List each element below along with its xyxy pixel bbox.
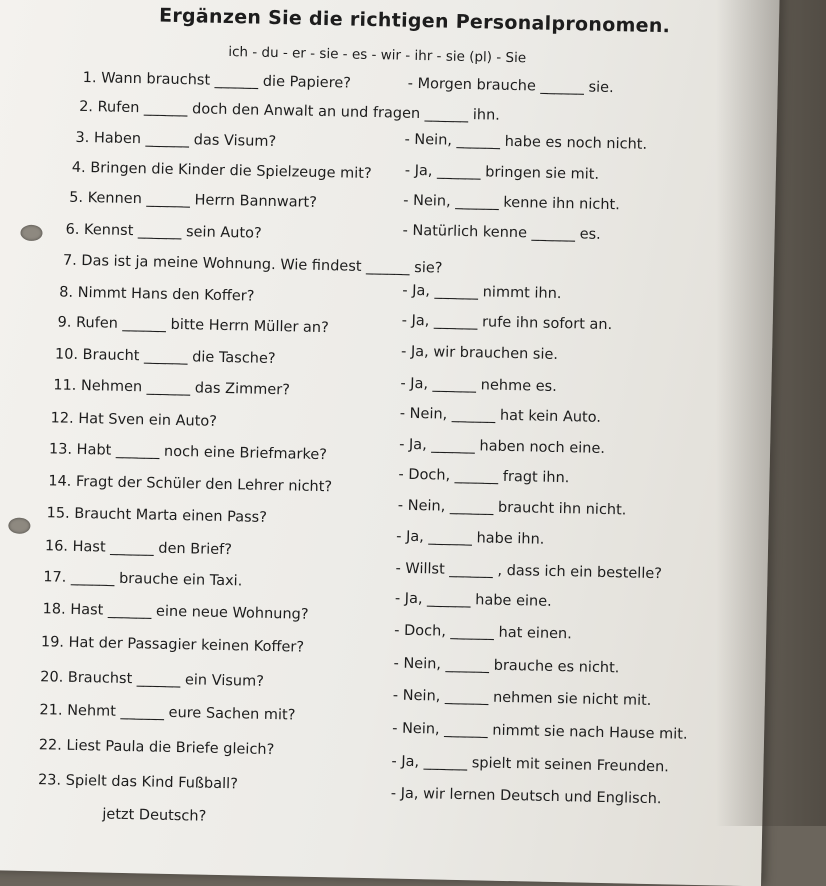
question-24: jetzt Deutsch? bbox=[102, 806, 207, 825]
question-8: 8. Nimmt Hans den Koffer? bbox=[59, 284, 255, 305]
answer-18: - Ja, ______ habe eine. bbox=[394, 590, 552, 610]
answer-12: - Nein, ______ hat kein Auto. bbox=[399, 405, 602, 426]
answer-4: - Ja, ______ bringen sie mit. bbox=[404, 162, 600, 183]
punch-hole-top bbox=[20, 225, 42, 241]
question-19: 19. Hat der Passagier keinen Koffer? bbox=[40, 634, 305, 656]
answer-17: - Willst ______ , dass ich ein bestelle? bbox=[395, 560, 663, 583]
question-22: 22. Liest Paula die Briefe gleich? bbox=[38, 737, 275, 759]
answer-22: - Nein, ______ nimmt sie nach Hause mit. bbox=[392, 720, 688, 743]
question-17: 17. ______ brauche ein Taxi. bbox=[43, 569, 243, 590]
question-7: 7. Das ist ja meine Wohnung. Wie findest ______ sie? bbox=[62, 252, 443, 277]
answer-3: - Nein, ______ habe es noch nicht. bbox=[404, 131, 648, 153]
question-14: 14. Fragt der Schüler den Lehrer nicht? bbox=[48, 473, 333, 496]
answer-8: - Ja, ______ nimmt ihn. bbox=[402, 282, 562, 303]
question-6: 6. Kennst ______ sein Auto? bbox=[65, 221, 262, 242]
question-11: 11. Nehmen ______ das Zimmer? bbox=[53, 377, 291, 399]
answer-24: - Ja, wir lernen Deutsch und Englisch. bbox=[390, 785, 662, 808]
answer-5: - Nein, ______ kenne ihn nicht. bbox=[403, 192, 620, 214]
answer-21: - Nein, ______ nehmen sie nicht mit. bbox=[392, 687, 652, 710]
answer-19: - Doch, ______ hat einen. bbox=[394, 622, 572, 643]
answer-9: - Ja, ______ rufe ihn sofort an. bbox=[401, 312, 613, 334]
question-23: 23. Spielt das Kind Fußball? bbox=[37, 772, 239, 793]
answer-13: - Ja, ______ haben noch eine. bbox=[398, 436, 606, 457]
worksheet-title: Ergänzen Sie die richtigen Personalpronomen. bbox=[158, 4, 671, 38]
question-16: 16. Hast ______ den Brief? bbox=[44, 538, 233, 559]
question-21: 21. Nehmt ______ eure Sachen mit? bbox=[39, 702, 296, 724]
question-4: 4. Bringen die Kinder die Spielzeuge mit? bbox=[71, 159, 372, 183]
answer-14: - Doch, ______ fragt ihn. bbox=[398, 466, 570, 487]
answer-15: - Nein, ______ braucht ihn nicht. bbox=[397, 497, 627, 519]
answer-23: - Ja, ______ spielt mit seinen Freunden. bbox=[391, 753, 670, 776]
pronoun-list: ich - du - er - sie - es - wir - ihr - sie (pl) - Sie bbox=[228, 44, 527, 67]
question-12: 12. Hat Sven ein Auto? bbox=[50, 410, 218, 430]
question-15: 15. Braucht Marta einen Pass? bbox=[46, 505, 268, 526]
punch-hole-bottom bbox=[8, 518, 30, 534]
question-5: 5. Kennen ______ Herrn Bannwart? bbox=[69, 189, 318, 211]
answer-20: - Nein, ______ brauche es nicht. bbox=[393, 655, 620, 677]
question-10: 10. Braucht ______ die Tasche? bbox=[54, 346, 276, 368]
question-1: 1. Wann brauchst ______ die Papiere? bbox=[82, 69, 352, 92]
question-2: 2. Rufen ______ doch den Anwalt an und fragen ______ ihn. bbox=[78, 98, 501, 124]
question-20: 20. Brauchst ______ ein Visum? bbox=[40, 669, 265, 690]
answer-10: - Ja, wir brauchen sie. bbox=[400, 343, 559, 363]
answer-11: - Ja, ______ nehme es. bbox=[400, 375, 557, 395]
question-3: 3. Haben ______ das Visum? bbox=[75, 129, 277, 151]
question-9: 9. Rufen ______ bitte Herrn Müller an? bbox=[57, 314, 329, 337]
answer-1: - Morgen brauche ______ sie. bbox=[407, 75, 614, 97]
answer-6: - Natürlich kenne ______ es. bbox=[402, 222, 601, 243]
question-18: 18. Hast ______ eine neue Wohnung? bbox=[42, 601, 309, 623]
question-13: 13. Habt ______ noch eine Briefmarke? bbox=[48, 441, 328, 464]
answer-16: - Ja, ______ habe ihn. bbox=[396, 528, 545, 548]
